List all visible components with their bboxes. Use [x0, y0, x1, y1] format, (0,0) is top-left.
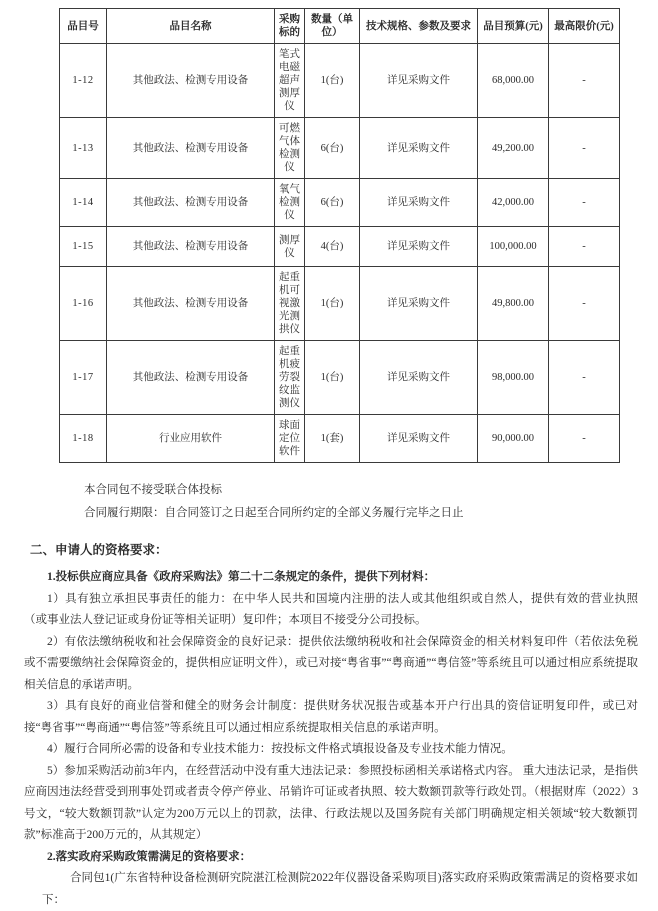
- cell-max-price: -: [549, 179, 620, 227]
- table-row: [60, 227, 620, 267]
- cell-spec: 详见采购文件: [360, 118, 478, 179]
- cell-max-price: -: [549, 341, 620, 415]
- cell-item-name: 其他政法、检测专用设备: [107, 267, 275, 341]
- procurement-items-table: [59, 8, 620, 463]
- cell-spec: 详见采购文件: [360, 341, 478, 415]
- cell-max-price: -: [549, 118, 620, 179]
- cell-budget: 100,000.00: [478, 227, 549, 267]
- cell-budget: 49,200.00: [478, 118, 549, 179]
- cell-spec: 详见采购文件: [360, 267, 478, 341]
- paragraph-requirement-2: 2.落实政府采购政策需满足的资格要求：: [47, 850, 252, 863]
- cell-target: 可燃气体检测仪: [275, 118, 305, 179]
- cell-max-price: -: [549, 227, 620, 267]
- cell-item-name: 其他政法、检测专用设备: [107, 227, 275, 267]
- cell-budget: 98,000.00: [478, 341, 549, 415]
- table-row: [60, 415, 620, 463]
- cell-target: 球面定位软件: [275, 415, 305, 463]
- cell-item-no: 1-12: [60, 44, 107, 118]
- cell-max-price: -: [549, 44, 620, 118]
- section-heading: 二、申请人的资格要求：: [30, 543, 168, 557]
- table-row: [60, 118, 620, 179]
- cell-item-name: 行业应用软件: [107, 415, 275, 463]
- cell-item-no: 1-18: [60, 415, 107, 463]
- paragraph-item-2: 2）有依法缴纳税收和社会保障资金的良好记录：提供依法缴纳税收和社会保障资金的相关材料复印件（若依法免税或不需要缴纳社会保障资金的，提供相应证明文件），或已对接“粤省事”“粤商通”“粤信签”等系统且可以通过相应系统提取相关信息的承诺声明。: [24, 635, 638, 691]
- table-header-row: [60, 9, 620, 44]
- cell-qty: 4(台): [305, 227, 360, 267]
- cell-item-name: 其他政法、检测专用设备: [107, 341, 275, 415]
- header-item-no: 品目号: [60, 9, 107, 44]
- header-max-price: 最高限价(元): [549, 9, 620, 44]
- cell-target: 氧气检测仪: [275, 179, 305, 227]
- header-item-name: 品目名称: [107, 9, 275, 44]
- header-spec: 技术规格、参数及要求: [360, 9, 478, 44]
- cell-budget: 49,800.00: [478, 267, 549, 341]
- cell-item-no: 1-14: [60, 179, 107, 227]
- cell-target: 测厚仪: [275, 227, 305, 267]
- paragraph-contract-pack-1: 合同包1(广东省特种设备检测研究院湛江检测院2022年仪器设备采购项目)落实政府采购政策需满足的资格要求如下：: [42, 872, 638, 906]
- cell-qty: 1(台): [305, 341, 360, 415]
- cell-target: 起重机疲劳裂纹监测仪: [275, 341, 305, 415]
- note-no-consortium: 本合同包不接受联合体投标: [84, 484, 222, 496]
- table-row: [60, 341, 620, 415]
- header-target: 采购标的: [275, 9, 305, 44]
- cell-spec: 详见采购文件: [360, 415, 478, 463]
- contract-notes: [84, 479, 638, 525]
- cell-target: 起重机可视激光测拱仪: [275, 267, 305, 341]
- cell-budget: 90,000.00: [478, 415, 549, 463]
- paragraph-item-4: 4）履行合同所必需的设备和专业技术能力：按投标文件格式填报设备及专业技术能力情况。: [47, 743, 513, 755]
- cell-spec: 详见采购文件: [360, 44, 478, 118]
- cell-item-no: 1-13: [60, 118, 107, 179]
- cell-qty: 1(台): [305, 44, 360, 118]
- table-row: [60, 179, 620, 227]
- cell-budget: 68,000.00: [478, 44, 549, 118]
- cell-item-name: 其他政法、检测专用设备: [107, 118, 275, 179]
- table-row: [60, 267, 620, 341]
- cell-qty: 1(台): [305, 267, 360, 341]
- paragraph-item-3: 3）具有良好的商业信誉和健全的财务会计制度：提供财务状况报告或基本开户行出具的资信证明复印件，或已对接“粤省事”“粤商通”“粤信签”等系统且可以通过相应系统提取相关信息的承诺声明。: [24, 700, 638, 734]
- cell-item-name: 其他政法、检测专用设备: [107, 44, 275, 118]
- cell-item-no: 1-17: [60, 341, 107, 415]
- cell-spec: 详见采购文件: [360, 227, 478, 267]
- cell-target: 笔式电磁超声测厚仪: [275, 44, 305, 118]
- cell-budget: 42,000.00: [478, 179, 549, 227]
- cell-max-price: -: [549, 267, 620, 341]
- paragraph-item-1: 1）具有独立承担民事责任的能力：在中华人民共和国境内注册的法人或其他组织或自然人，提供有效的营业执照（或事业法人登记证或身份证等相关证明）复印件；本项目不接受分公司投标。: [24, 592, 638, 626]
- header-qty: 数量（单位）: [305, 9, 360, 44]
- qualification-section: [0, 540, 658, 911]
- cell-qty: 6(台): [305, 118, 360, 179]
- table-row: [60, 44, 620, 118]
- cell-qty: 1(套): [305, 415, 360, 463]
- note-contract-period: 合同履行期限：自合同签订之日起至合同所约定的全部义务履行完毕之日止: [84, 507, 464, 519]
- cell-max-price: -: [549, 415, 620, 463]
- cell-item-no: 1-15: [60, 227, 107, 267]
- cell-spec: 详见采购文件: [360, 179, 478, 227]
- header-budget: 品目预算(元): [478, 9, 549, 44]
- cell-item-name: 其他政法、检测专用设备: [107, 179, 275, 227]
- cell-qty: 6(台): [305, 179, 360, 227]
- cell-item-no: 1-16: [60, 267, 107, 341]
- paragraph-requirement-1: 1.投标供应商应具备《政府采购法》第二十二条规定的条件，提供下列材料：: [47, 571, 436, 583]
- paragraph-item-5: 5）参加采购活动前3年内，在经营活动中没有重大违法记录：参照投标函相关承诺格式内容。 重大违法记录，是指供应商因违法经营受到刑事处罚或者责令停产停业、吊销许可证或者执照、较大数额罚款等行政处罚。（根据财库（2022）3号文，“较大数额罚款”认定为200万元以上的罚款，法律、行政法规以及国务院有关部门明确规定相关领域“较大数额罚款”标准高于200万元的，从其规定）: [24, 764, 638, 841]
